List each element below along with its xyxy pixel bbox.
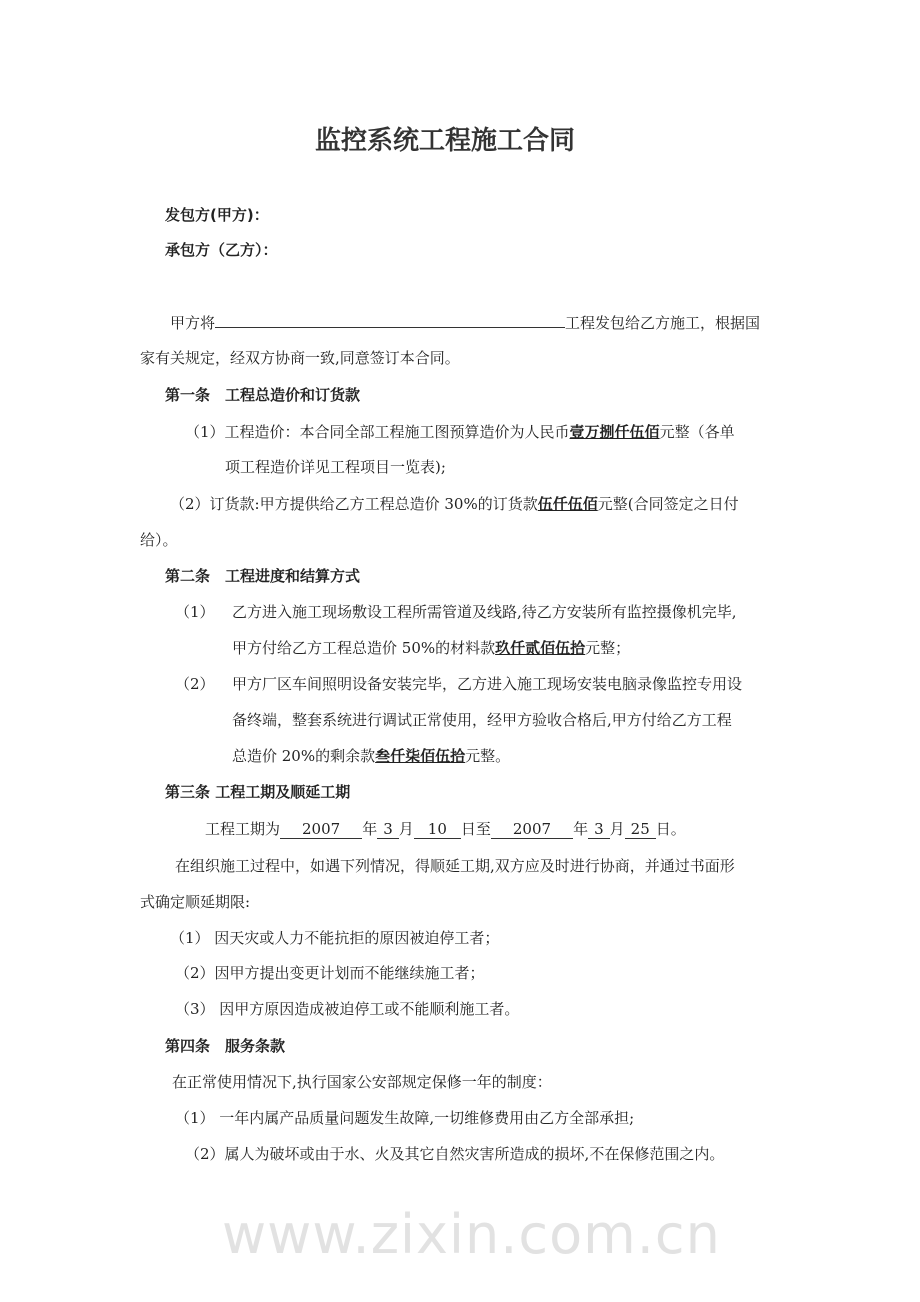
art1-item2-cont: 给）。	[140, 531, 178, 549]
article-2-heading: 第二条 工程进度和结算方式	[165, 567, 361, 585]
text: 元整（各单	[659, 423, 735, 441]
art2-num1: （1）	[175, 603, 215, 621]
amount: 伍仟伍佰	[537, 495, 598, 513]
art1-item1	[185, 422, 735, 442]
text: 日。	[655, 820, 686, 838]
text: 工程工期为	[205, 820, 281, 838]
art3-para-2: 式确定顺延期限:	[140, 893, 251, 911]
art3-para-1: 在组织施工过程中，如遇下列情况，得顺延工期,双方应及时进行协商，并通过书面形	[175, 857, 735, 875]
article-3-heading: 第三条 工程工期及顺延工期	[165, 783, 351, 801]
art1-item2	[170, 494, 739, 514]
text: 元整。	[465, 747, 511, 765]
art4-para: 在正常使用情况下,执行国家公安部规定保修一年的制度：	[172, 1073, 552, 1091]
end-month: 3	[588, 820, 610, 839]
construction-period	[205, 819, 686, 839]
document-title: 监控系统工程施工合同	[314, 126, 575, 156]
party-b-label: 承包方（乙方）：	[165, 241, 278, 259]
amount: 玖仟贰佰伍拾	[495, 639, 586, 657]
art2-item2-cont2	[232, 746, 510, 766]
art3-case-2: （2）因甲方提出变更计划而不能继续施工者；	[175, 964, 485, 982]
art2-item1: 乙方进入施工现场敷设工程所需管道及线路,待乙方安装所有监控摄像机完毕,	[232, 603, 737, 621]
project-blank	[215, 313, 565, 328]
text: 元整；	[585, 639, 631, 657]
amount: 叁仟柒佰伍拾	[375, 747, 466, 765]
text: 年	[362, 820, 378, 838]
text: 总造价 20%的剩余款	[232, 747, 376, 765]
art2-item1-cont	[232, 638, 630, 658]
art2-num2: （2）	[175, 675, 215, 693]
end-year: 2007	[491, 820, 573, 839]
article-4-heading: 第四条 服务条款	[165, 1037, 286, 1055]
text: 年	[573, 820, 589, 838]
end-day: 25	[625, 820, 656, 839]
article-1-heading: 第一条 工程总造价和订货款	[165, 386, 361, 404]
art3-case-3: （3） 因甲方原因造成被迫停工或不能顺利施工者。	[175, 1000, 520, 1018]
text: 月	[398, 820, 414, 838]
start-year: 2007	[280, 820, 362, 839]
text: 月	[609, 820, 625, 838]
party-a-label: 发包方(甲方)：	[165, 206, 269, 224]
text: 工程发包给乙方施工，根据国	[565, 314, 761, 332]
art4-case-1: （1） 一年内属产品质量问题发生故障,一切维修费用由乙方全部承担;	[175, 1109, 635, 1127]
start-day: 10	[414, 820, 461, 839]
watermark: www.zixin.com.cn	[222, 1203, 721, 1266]
text: 甲方付给乙方工程总造价 50%的材料款	[232, 639, 496, 657]
text: （1）工程造价：本合同全部工程施工图预算造价为人民币	[185, 423, 570, 441]
art4-case-2: （2）属人为破坏或由于水、火及其它自然灾害所造成的损坏,不在保修范围之内。	[185, 1145, 725, 1163]
text: 日至	[460, 820, 491, 838]
text: （2）订货款:甲方提供给乙方工程总造价 30%的订货款	[170, 495, 538, 513]
intro-line-1	[170, 313, 760, 333]
start-month: 3	[377, 820, 399, 839]
text: 甲方将	[170, 314, 216, 332]
intro-line-2: 家有关规定，经双方协商一致,同意签订本合同。	[140, 349, 460, 367]
art1-item1-cont: 项工程造价详见工程项目一览表);	[225, 458, 446, 476]
text: 元整(合同签定之日付	[597, 495, 739, 513]
amount: 壹万捌仟伍佰	[569, 423, 660, 441]
art2-item2-cont: 备终端，整套系统进行调试正常使用，经甲方验收合格后,甲方付给乙方工程	[232, 711, 732, 729]
art3-case-1: （1） 因天灾或人力不能抗拒的原因被迫停工者；	[170, 929, 500, 947]
art2-item2: 甲方厂区车间照明设备安装完毕，乙方进入施工现场安装电脑录像监控专用设	[232, 675, 743, 693]
